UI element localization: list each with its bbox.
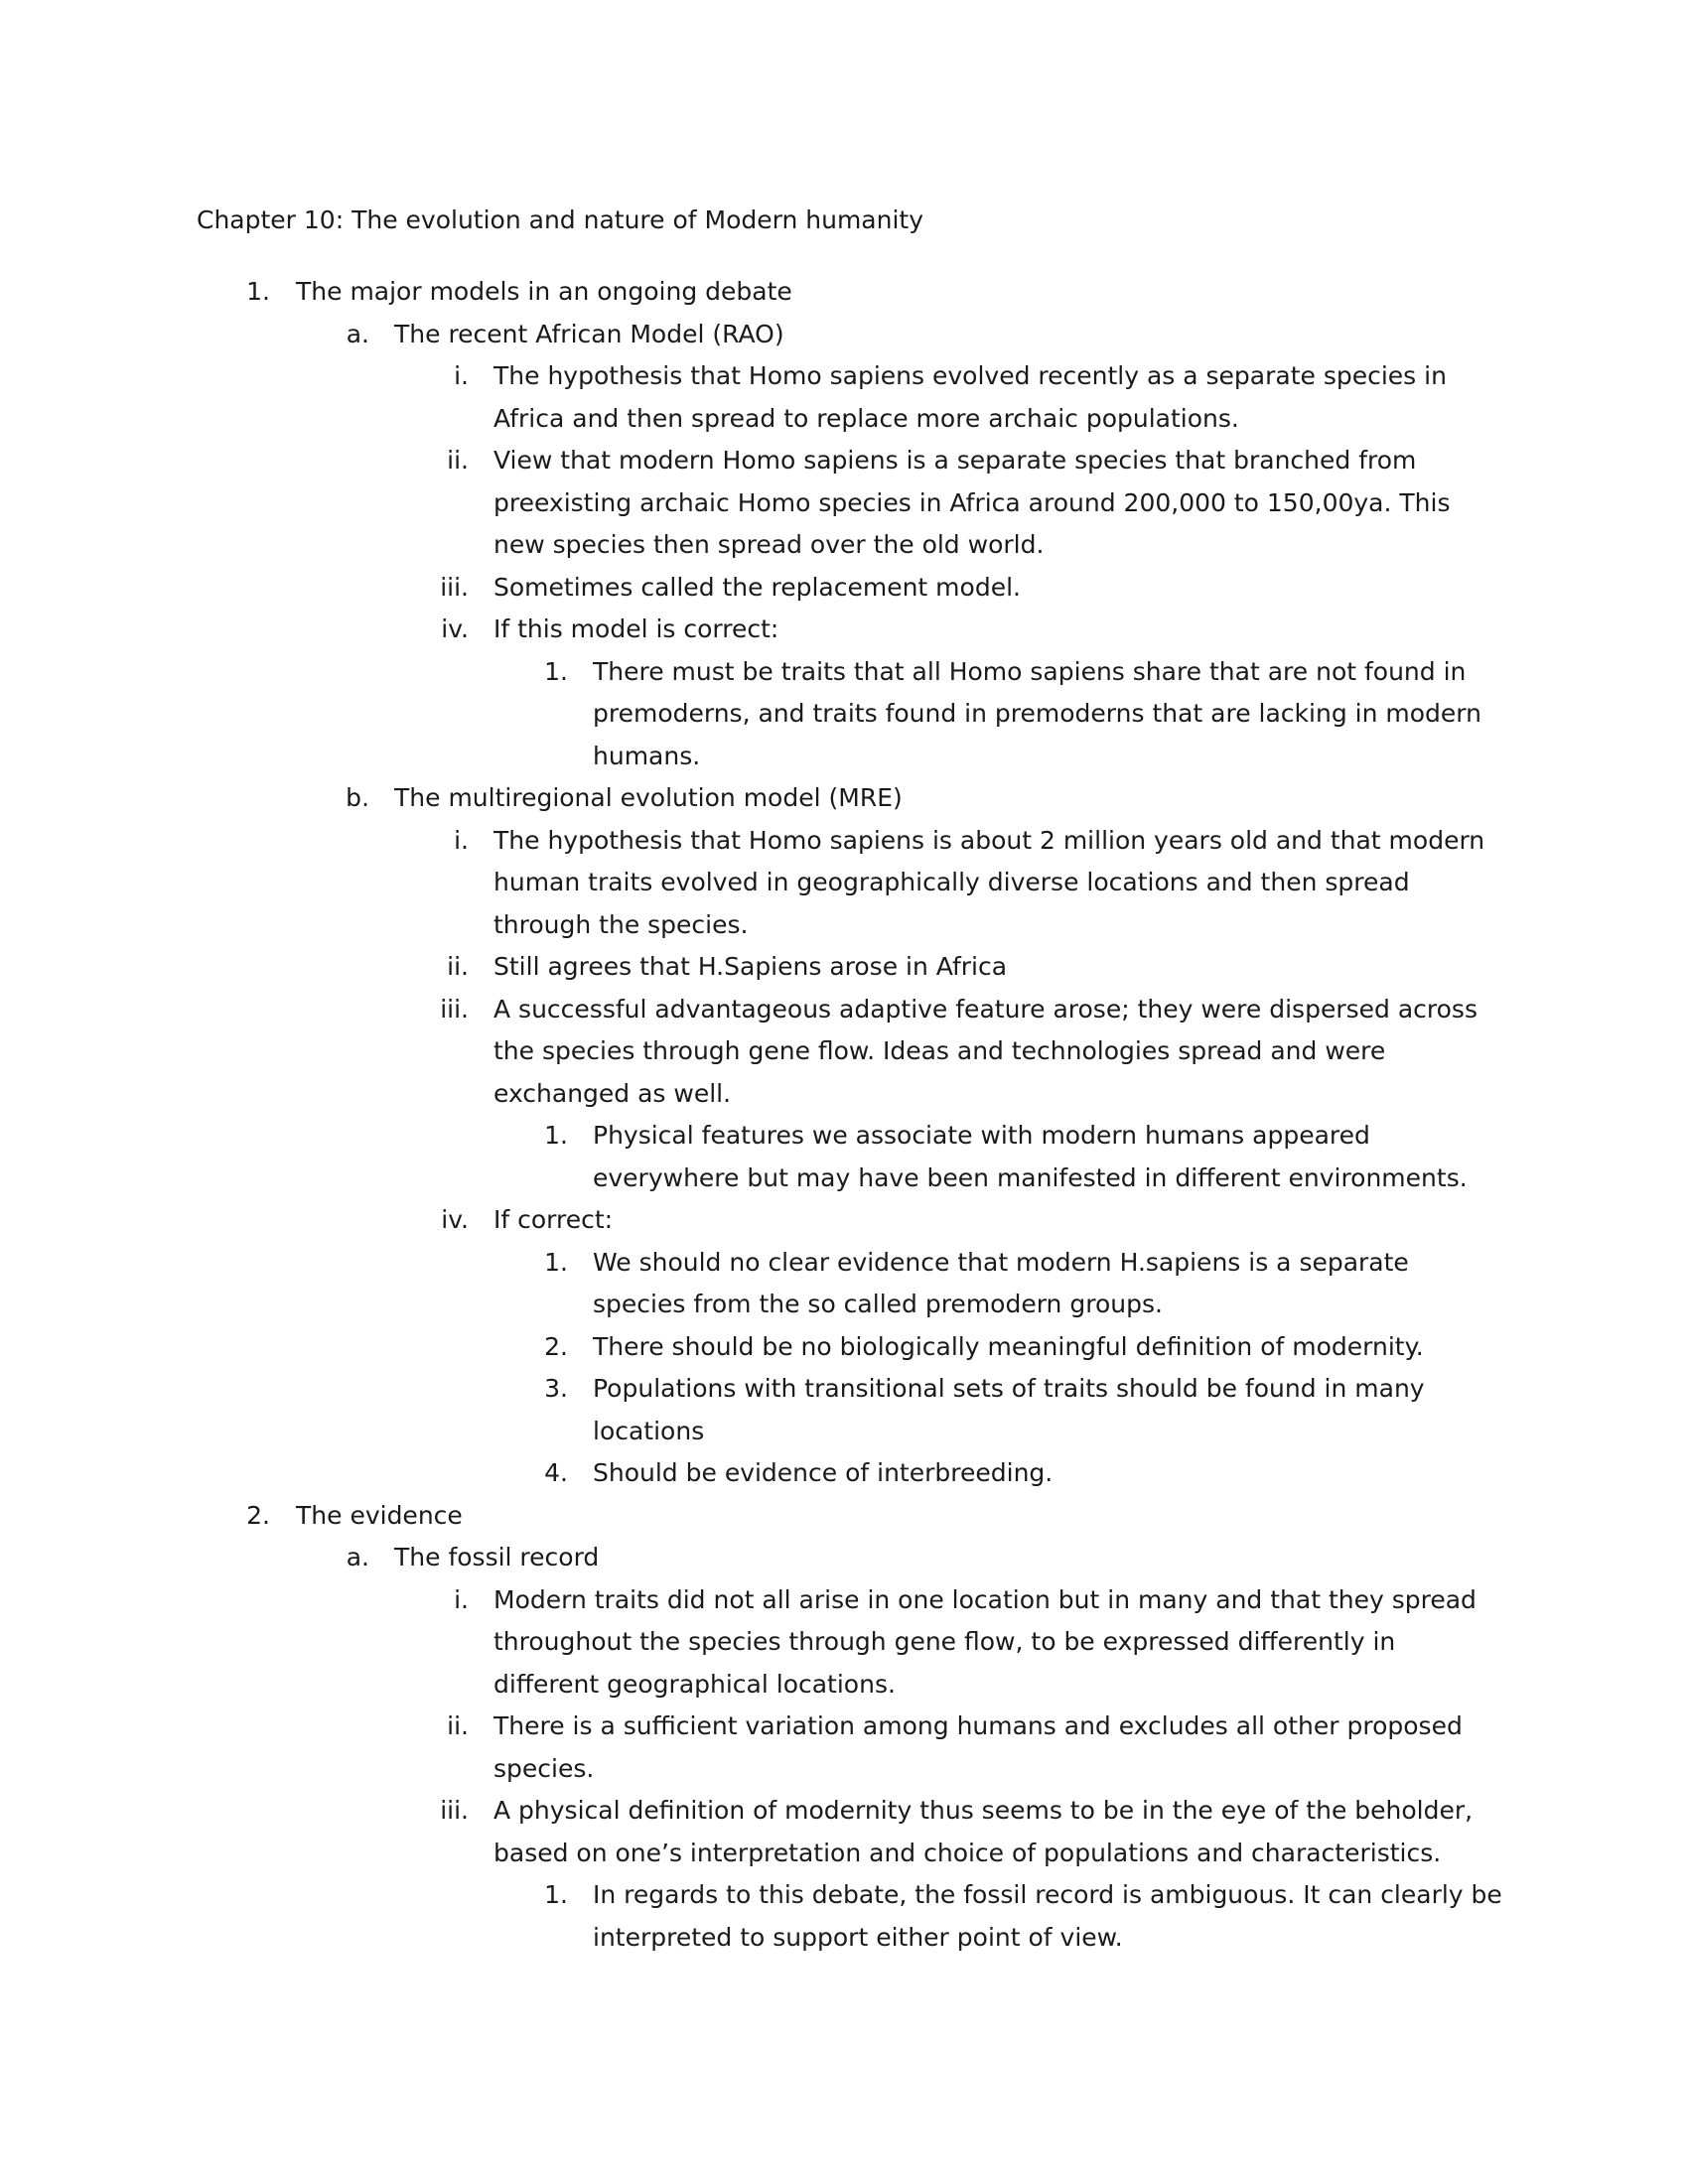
outline-item [0, 1790, 1688, 1874]
outline-item [0, 609, 1688, 651]
outline-item-line: through the species. [493, 909, 749, 939]
outline-item [0, 1199, 1688, 1242]
outline-item-marker: i. [454, 361, 469, 390]
outline-item-marker: 2. [544, 1331, 568, 1361]
outline-item-line: Modern traits did not all arise in one location but in many and that they spread [493, 1584, 1477, 1614]
outline-item-text [493, 355, 1486, 440]
page-title: Chapter 10: The evolution and nature of Modern humanity [197, 205, 924, 234]
outline-item-line: throughout the species through gene flow, to be expressed differently in [493, 1627, 1396, 1656]
outline-item-text [493, 989, 1486, 1116]
outline-item [0, 1706, 1688, 1790]
outline-item [0, 440, 1688, 567]
outline-item-text [593, 1368, 1486, 1452]
outline-item-marker: i. [454, 1584, 469, 1614]
outline-item-text [593, 1326, 1486, 1369]
outline-item [0, 989, 1688, 1116]
outline-item-marker: iii. [440, 1796, 469, 1825]
outline-list [0, 271, 1688, 1959]
outline-item-marker: 1. [544, 1880, 568, 1909]
outline-item [0, 567, 1688, 610]
outline-item-line: new species then spread over the old world. [493, 530, 1045, 559]
outline-item-text [493, 1706, 1486, 1790]
outline-item-text [493, 609, 1486, 651]
outline-item-line: The hypothesis that Homo sapiens evolved recently as a separate species in [493, 361, 1447, 390]
outline-item-line: interpreted to support either point of view. [593, 1922, 1123, 1952]
outline-item [0, 1452, 1688, 1495]
outline-item-line: everywhere but may have been manifested in different environments. [593, 1162, 1468, 1192]
outline-item-line: Still agrees that H.Sapiens arose in Africa [493, 952, 1008, 981]
outline-item-line: The major models in an ongoing debate [296, 277, 792, 306]
outline-item-line: Africa and then spread to replace more archaic populations. [493, 403, 1239, 433]
outline-item-marker: i. [454, 825, 469, 855]
outline-item-text [493, 946, 1486, 989]
outline-item-marker: 3. [544, 1374, 568, 1403]
outline-item-text [394, 1537, 1486, 1579]
outline-item-marker: ii. [447, 1711, 469, 1740]
outline-item [0, 1537, 1688, 1579]
outline-item-line: There is a sufficient variation among humans and excludes all other proposed [493, 1711, 1463, 1740]
outline-item-text [593, 1242, 1486, 1326]
outline-item-marker: 1. [246, 277, 270, 306]
outline-item-line: based on one’s interpretation and choice of populations and characteristics. [493, 1838, 1442, 1867]
outline-item-marker: b. [346, 783, 369, 812]
outline-item-marker: 1. [544, 656, 568, 686]
outline-item-text [296, 271, 1487, 314]
outline-item-line: The fossil record [394, 1543, 600, 1571]
outline-item-text [493, 1199, 1486, 1242]
outline-item-text [493, 440, 1486, 567]
outline-item [0, 1368, 1688, 1452]
outline-item-marker: a. [346, 319, 369, 348]
outline-item [0, 355, 1688, 440]
outline-item-text [593, 1874, 1502, 1959]
outline-item-line: human traits evolved in geographically diverse locations and then spread [493, 868, 1410, 896]
outline-item [0, 1495, 1688, 1538]
outline-item-line: There must be traits that all Homo sapiens share that are not found in [593, 656, 1467, 686]
outline-item-line: In regards to this debate, the fossil record is ambiguous. It can clearly be [593, 1880, 1502, 1909]
outline-item-line: humans. [593, 741, 701, 770]
outline-item-line: locations [593, 1416, 705, 1445]
outline-item-marker: iv. [441, 614, 469, 643]
outline-item-line: species. [493, 1753, 595, 1783]
outline-item-text [493, 1579, 1486, 1706]
outline-item [0, 820, 1688, 947]
outline-item-line: Should be evidence of interbreeding. [593, 1458, 1054, 1487]
outline-item-marker: iii. [440, 572, 469, 602]
outline-item [0, 314, 1688, 356]
outline-item-line: The evidence [296, 1500, 463, 1530]
outline-item-text [493, 1790, 1486, 1874]
outline-item-text [296, 1495, 1487, 1538]
outline-item-line: species from the so called premodern groups. [593, 1290, 1163, 1318]
outline-item-line: View that modern Homo sapiens is a separate species that branched from [493, 446, 1417, 475]
outline-item-line: The recent African Model (RAO) [394, 319, 784, 348]
outline-item-line: different geographical locations. [493, 1669, 896, 1699]
outline-item-text [493, 820, 1486, 947]
outline-item-text [493, 567, 1486, 610]
outline-item-line: If this model is correct: [493, 614, 779, 643]
outline-item-line: Physical features we associate with modern humans appeared [593, 1121, 1370, 1150]
outline-item [0, 271, 1688, 314]
outline-item-line: The multiregional evolution model (MRE) [394, 783, 903, 812]
outline-item-line: Populations with transitional sets of traits should be found in many [593, 1374, 1425, 1403]
outline-item-marker: iii. [440, 994, 469, 1024]
outline-item [0, 651, 1688, 778]
outline-item-marker: ii. [447, 952, 469, 981]
outline-item-line: There should be no biologically meaningful definition of modernity. [593, 1331, 1424, 1361]
outline-item-line: A successful advantageous adaptive feature arose; they were dispersed across [493, 994, 1477, 1024]
outline-item-marker: a. [346, 1543, 369, 1571]
outline-item [0, 1326, 1688, 1369]
outline-item-marker: ii. [447, 446, 469, 475]
outline-item [0, 1579, 1688, 1706]
outline-item-marker: 1. [544, 1247, 568, 1277]
outline-item-line: preexisting archaic Homo species in Africa around 200,000 to 150,00ya. This [493, 487, 1451, 517]
outline-item-line: If correct: [493, 1205, 614, 1234]
outline-item-line: Sometimes called the replacement model. [493, 572, 1021, 602]
outline-item-line: A physical definition of modernity thus seems to be in the eye of the beholder, [493, 1796, 1474, 1825]
outline-item [0, 1874, 1688, 1959]
outline-item-line: premoderns, and traits found in premoderns that are lacking in modern [593, 699, 1481, 728]
outline-item-line: We should no clear evidence that modern H.sapiens is a separate [593, 1247, 1409, 1277]
outline-item [0, 1115, 1688, 1199]
outline-item-line: The hypothesis that Homo sapiens is about 2 million years old and that modern [493, 825, 1485, 855]
outline-item-marker: 1. [544, 1121, 568, 1150]
outline-item [0, 946, 1688, 989]
outline-item-text [593, 1115, 1486, 1199]
outline-item-text [593, 1452, 1486, 1495]
outline-item-marker: 2. [246, 1500, 270, 1530]
outline-item-line: the species through gene flow. Ideas and technologies spread and were [493, 1036, 1386, 1065]
outline-item [0, 777, 1688, 820]
outline-item-marker: iv. [441, 1205, 469, 1234]
outline-item-marker: 4. [544, 1458, 568, 1487]
outline-item-text [593, 651, 1486, 778]
outline-item [0, 1242, 1688, 1326]
outline-item-line: exchanged as well. [493, 1078, 732, 1108]
outline-item-text [394, 777, 1486, 820]
outline-item-text [394, 314, 1486, 356]
